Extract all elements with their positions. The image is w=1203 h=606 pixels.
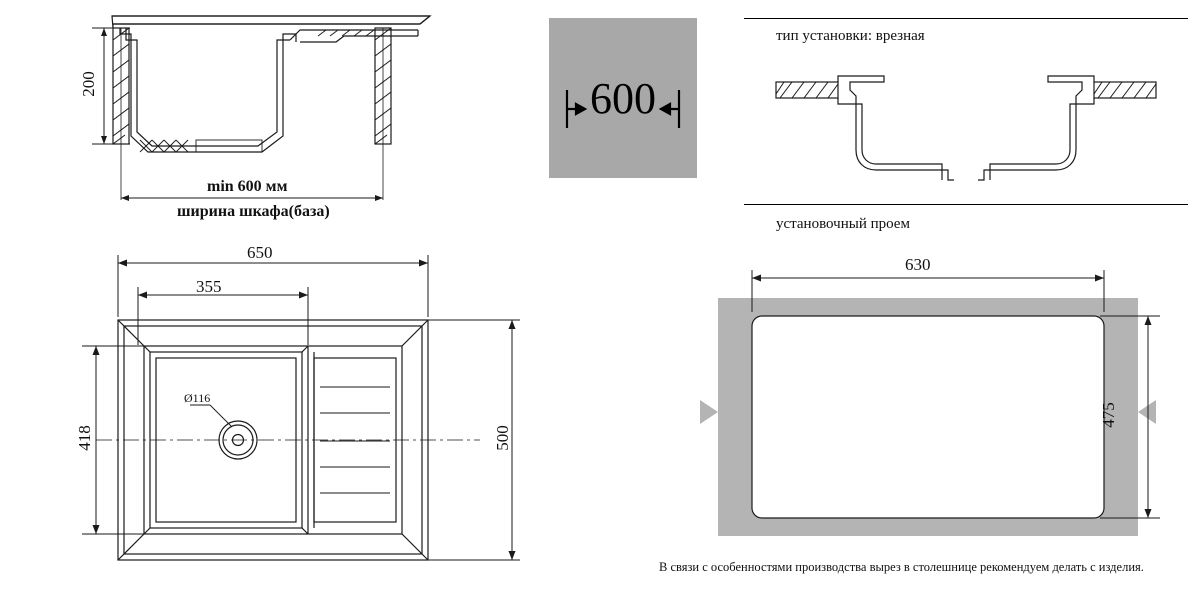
badge-600-text: 600 [590, 73, 656, 123]
label-cutout-475: 475 [1098, 402, 1118, 428]
title-cutout: установочный проем [776, 216, 910, 232]
divider-top-right [744, 18, 1188, 19]
top-view-drawing [60, 245, 560, 585]
divider-mid-right [744, 204, 1188, 205]
label-depth-200: 200 [78, 71, 98, 97]
label-height-418: 418 [74, 425, 94, 451]
label-cutout-630: 630 [905, 255, 931, 274]
label-cabinet-width-caption: ширина шкафа(база) [177, 203, 330, 220]
label-width-650: 650 [247, 243, 273, 262]
title-install-type: тип установки: врезная [776, 28, 925, 44]
mount-section-drawing [744, 58, 1188, 198]
label-height-500: 500 [492, 425, 512, 451]
label-width-355: 355 [196, 277, 222, 296]
cutout-drawing [690, 250, 1200, 560]
footer-note: В связи с особенностями производства вырез в столешнице рекомендуем делать с изделия. [659, 560, 1144, 574]
label-drain-diameter: Ø116 [184, 391, 211, 405]
label-cabinet-min-width: min 600 мм [207, 178, 288, 195]
